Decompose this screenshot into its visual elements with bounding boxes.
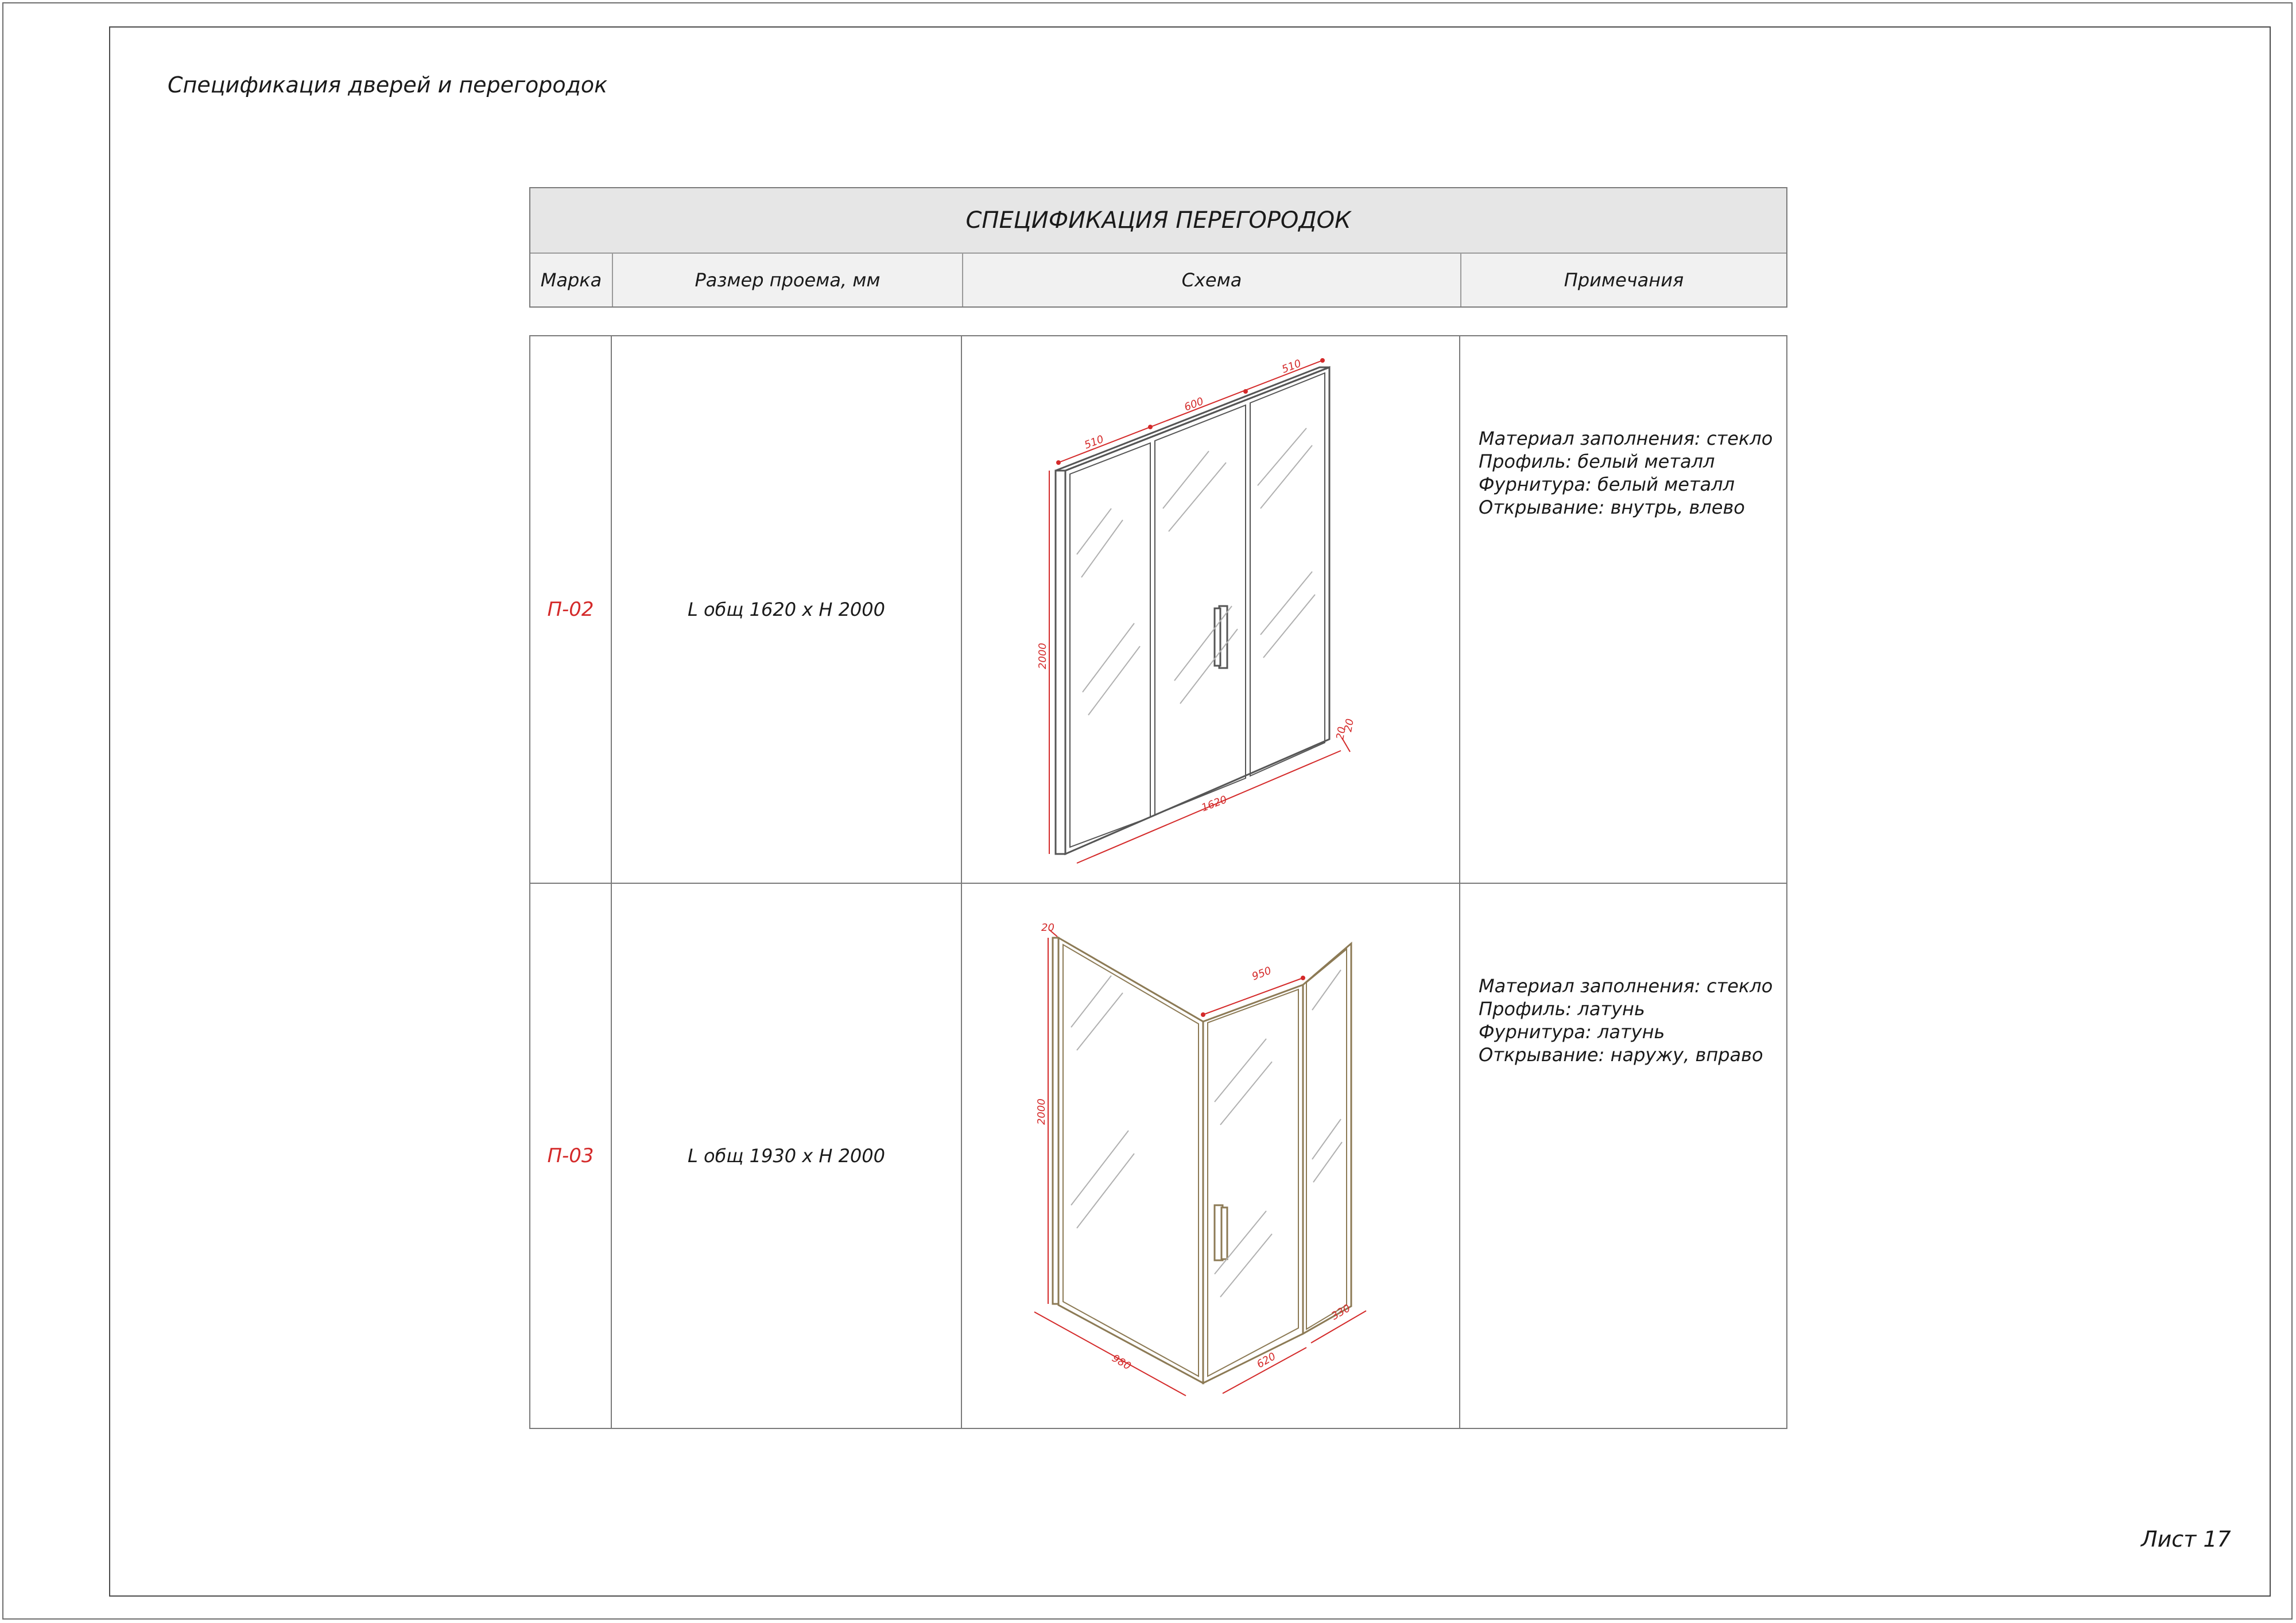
dim-label: 600 [1182,395,1205,414]
table-row [530,336,1786,884]
mark-cell [530,336,612,883]
scheme-cell [962,884,1460,1428]
opening-size: L общ 1930 х H 2000 [687,1145,885,1167]
note-item: Материал заполнения: стекло [1479,428,1773,449]
dim-label: 950 [1250,964,1273,983]
mark-cell [530,884,612,1428]
note-item: Открывание: внутрь, влево [1479,496,1745,518]
sheet-number: Лист 17 [2141,1527,2231,1552]
dim-label: 1620 [1200,793,1229,814]
dim-label: 980 [1110,1352,1133,1373]
note-item: Профиль: латунь [1479,998,1645,1020]
scheme-cell [962,336,1460,883]
col-header-size: Размер проема, мм [613,254,963,306]
size-cell [612,336,962,883]
col-header-scheme: Схема [963,254,1461,306]
notes-list [1479,974,1773,1066]
note-item: Фурнитура: латунь [1479,1021,1665,1043]
dim-label: 2000 [1035,1098,1048,1125]
size-cell [612,884,962,1428]
mark-label: П-02 [547,598,594,621]
dim-label: 20 [1041,922,1054,934]
note-item: Открывание: наружу, вправо [1479,1044,1763,1066]
col-header-mark: Марка [530,254,613,306]
dim-label: 20 [1334,725,1348,741]
dim-label: 330 [1329,1302,1353,1323]
notes-cell [1460,884,1787,1428]
table-title: СПЕЦИФИКАЦИЯ ПЕРЕГОРОДОК [530,188,1786,254]
dim-label: 620 [1255,1350,1278,1371]
mark-label: П-03 [547,1144,594,1167]
dimension-labels [962,336,1459,883]
col-header-notes: Примечания [1461,254,1786,306]
dim-label: 510 [1280,357,1303,376]
note-item: Материал заполнения: стекло [1479,975,1773,997]
opening-size: L общ 1620 х H 2000 [687,599,885,620]
table-row [530,884,1786,1428]
dim-label: 510 [1083,433,1106,452]
spec-table-body [529,335,1787,1429]
spec-table-header [529,187,1787,308]
page-heading: Спецификация дверей и перегородок [168,72,608,98]
dim-label: 20 [1342,717,1356,733]
dim-label: 2000 [1037,643,1049,669]
note-item: Профиль: белый металл [1479,451,1715,472]
notes-cell [1460,336,1787,883]
note-item: Фурнитура: белый металл [1479,473,1735,495]
dimension-labels [962,884,1459,1427]
notes-list [1479,427,1773,519]
